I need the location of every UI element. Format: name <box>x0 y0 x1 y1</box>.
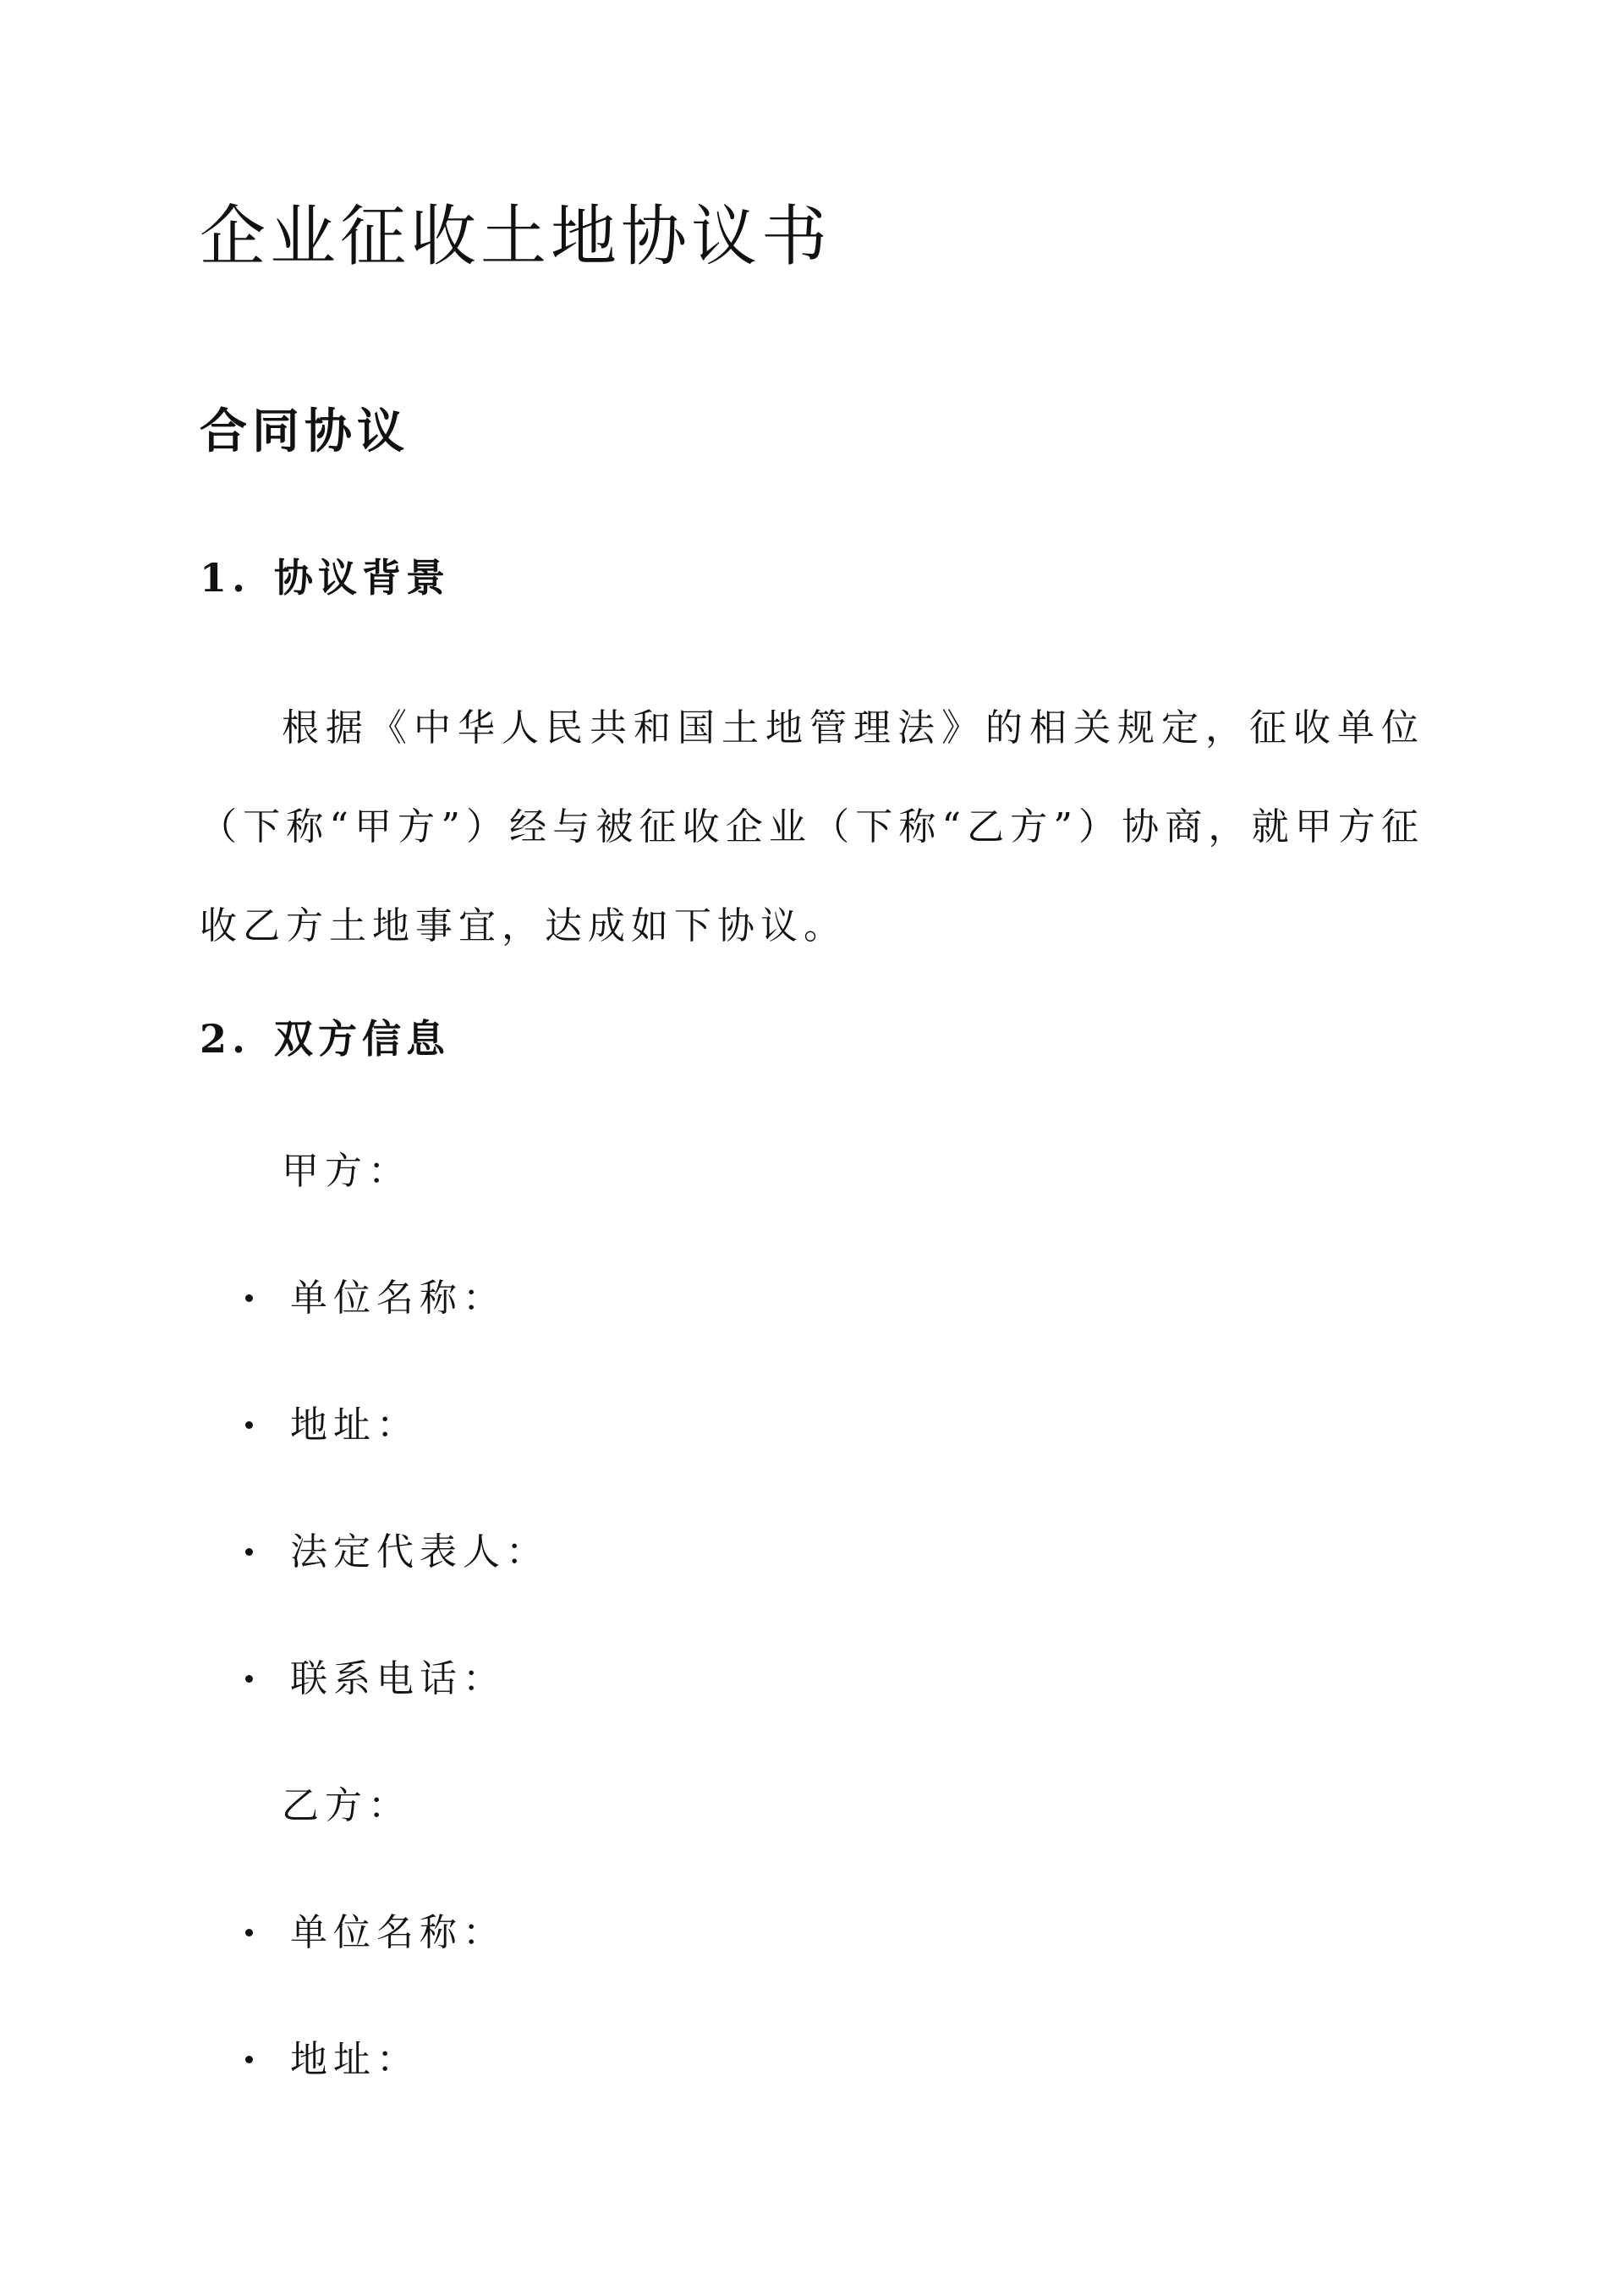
bullet-icon <box>245 1421 253 1429</box>
party-a-address-field <box>245 1396 420 1455</box>
heading-text: 双方信息 <box>274 1016 450 1062</box>
heading-text: 协议背景 <box>274 555 450 601</box>
field-label: 地址： <box>290 1403 420 1447</box>
field-label: 法定代表人： <box>290 1530 549 1574</box>
heading-party-information <box>200 1009 450 1068</box>
document-title: 企业征收土地协议书 <box>200 199 832 275</box>
heading-number: 2. <box>200 1016 251 1062</box>
party-a-phone-field <box>245 1650 506 1709</box>
background-paragraph: 根据《中华人民共和国土地管理法》的相关规定，征收单位（下称“甲方”）经与被征收企业（下称“乙方”）协商，就甲方征收乙方土地事宜，达成如下协议。 <box>200 706 1424 948</box>
field-label: 联系电话： <box>290 1657 506 1700</box>
field-label: 地址： <box>290 2038 420 2081</box>
party-a-legal-representative-field <box>245 1523 549 1582</box>
section-title: 合同协议 <box>200 404 409 459</box>
party-b-label: 乙方： <box>282 1784 411 1827</box>
bullet-icon <box>245 1294 253 1302</box>
party-a-unit-name-field <box>245 1269 506 1328</box>
field-label: 单位名称： <box>290 1277 506 1320</box>
bullet-icon <box>245 2056 253 2063</box>
field-label: 单位名称： <box>290 1911 506 1954</box>
heading-agreement-background <box>200 548 450 607</box>
party-b-address-field <box>245 2030 420 2090</box>
bullet-icon <box>245 1548 253 1556</box>
bullet-icon <box>245 1929 253 1936</box>
party-a-label: 甲方： <box>282 1150 411 1193</box>
bullet-icon <box>245 1675 253 1683</box>
heading-number: 1. <box>200 555 251 601</box>
party-b-unit-name-field <box>245 1903 506 1963</box>
